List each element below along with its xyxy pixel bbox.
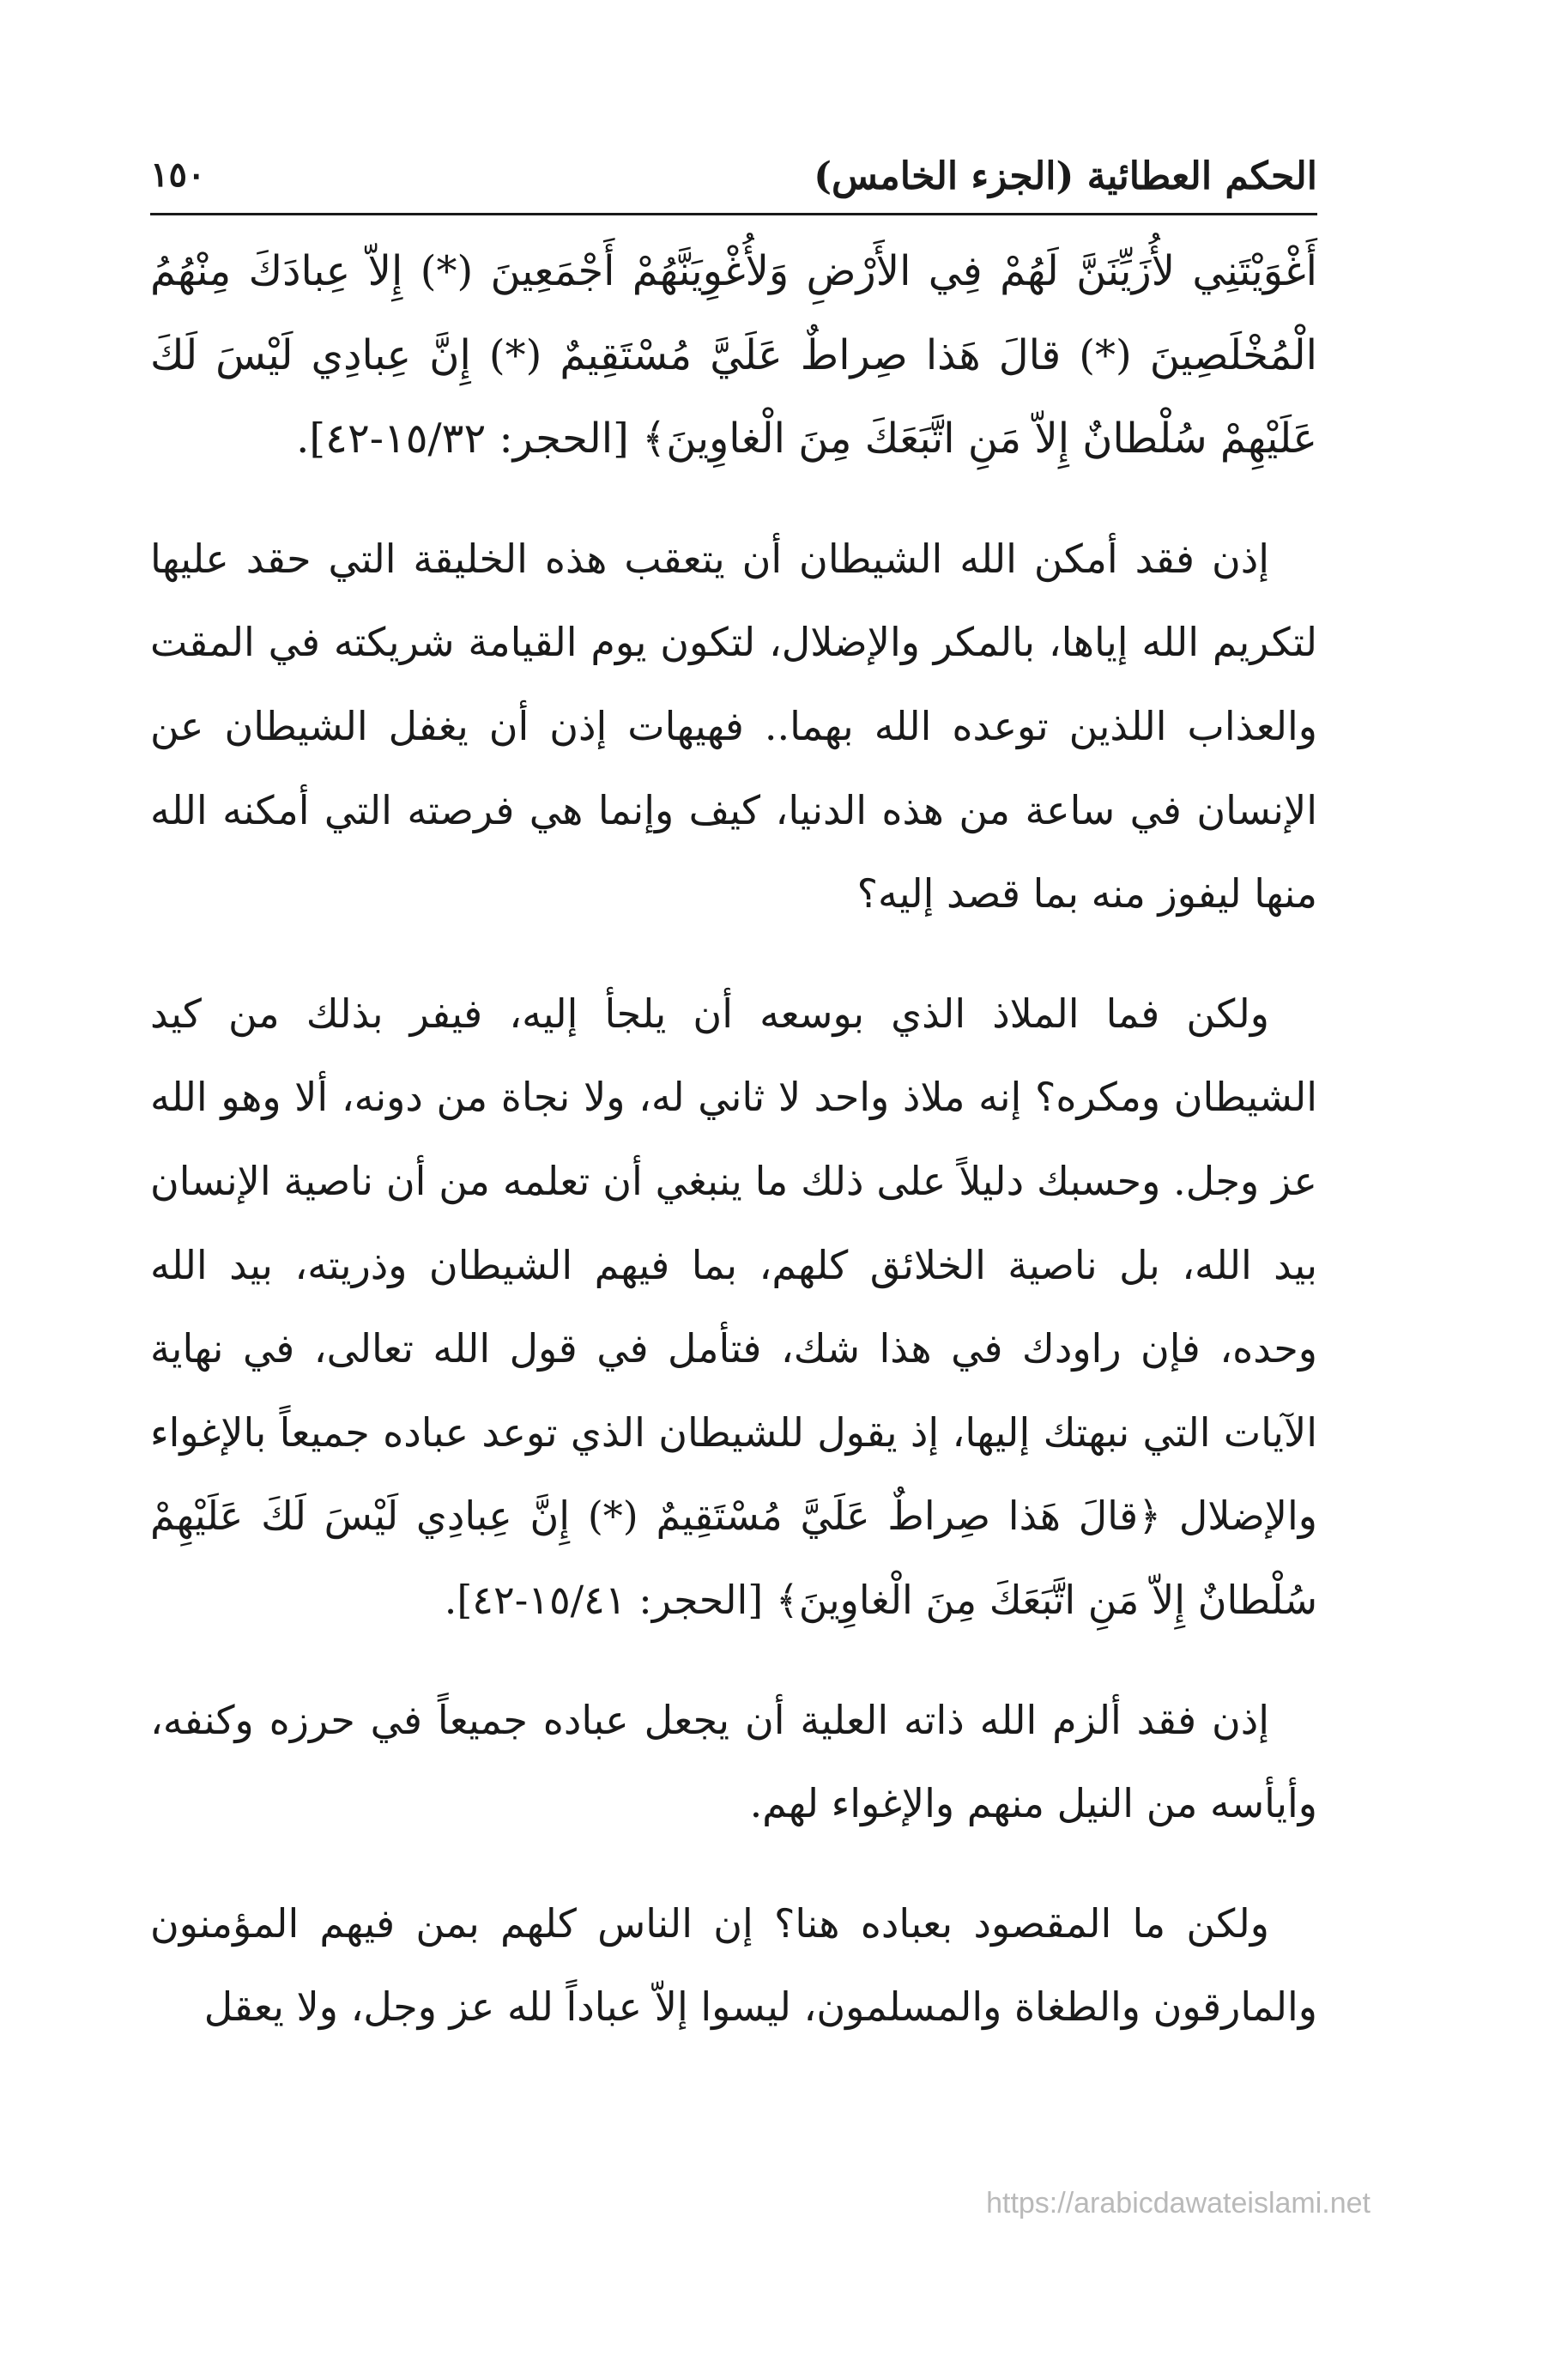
body-text bbox=[150, 230, 1317, 2050]
quran-quote-continuation: أَغْوَيْتَنِي لأُزَيِّنَنَّ لَهُمْ فِي الأَرْضِ وَلأُغْوِيَنَّهُمْ أَجْمَعِينَ (*) إِلاّ عِبادَكَ مِنْهُمُ الْمُخْلَصِينَ (*) قالَ هَذا صِراطٌ عَلَيَّ مُسْتَقِيمٌ (*) إِنَّ عِبادِي لَيْسَ لَكَ عَلَيْهِمْ سُلْطانٌ إِلاّ مَنِ اتَّبَعَكَ مِنَ الْغاوِينَ﴾ [الحجر: ١٥/٣٢-٤٢]. bbox=[150, 247, 1317, 463]
page-number: ١٥٠ bbox=[150, 154, 206, 195]
paragraph: إذن فقد ألزم الله ذاته العلية أن يجعل عباده جميعاً في حرزه وكنفه، وأيأسه من النيل منهم والإغواء لهم. bbox=[150, 1696, 1317, 1827]
header-title: الحكم العطائية (الجزء الخامس) bbox=[814, 154, 1317, 198]
watermark-url: https://arabicdawateislami.net bbox=[986, 2187, 1370, 2220]
paragraph: ولكن فما الملاذ الذي بوسعه أن يلجأ إليه، فيفر بذلك من كيد الشيطان ومكره؟ إنه ملاذ واحد لا ثاني له، ولا نجاة من دونه، ألا وهو الله عز وجل. وحسبك دليلاً على ذلك ما ينبغي أن تعلمه من أن ناصية الإنسان بيد الله، بل ناصية الخلائق كلهم، بما فيهم الشيطان وذريته، بيد الله وحده، فإن راودك في هذا شك، فتأمل في قول الله تعالى، في نهاية الآيات التي نبهتك إليها، إذ يقول للشيطان الذي توعد عباده جميعاً بالإغواء والإضلال ﴿قالَ هَذا صِراطٌ عَلَيَّ مُسْتَقِيمٌ (*) إِنَّ عِبادِي لَيْسَ لَكَ عَلَيْهِمْ سُلْطانٌ إِلاّ مَنِ اتَّبَعَكَ مِنَ الْغاوِينَ﴾ [الحجر: ١٥/٤١-٤٢]. bbox=[150, 990, 1317, 1623]
paragraph: ولكن ما المقصود بعباده هنا؟ إن الناس كلهم بمن فيهم المؤمنون والمارقون والطغاة والمسلمون، ليسوا إلاّ عباداً لله عز وجل، ولا يعقل bbox=[150, 1899, 1317, 2031]
header-rule bbox=[150, 213, 1317, 215]
running-header bbox=[150, 153, 1317, 215]
paragraph: إذن فقد أمكن الله الشيطان أن يتعقب هذه الخليقة التي حقد عليها لتكريم الله إياها، بالمكر والإضلال، لتكون يوم القيامة شريكته في المقت والعذاب اللذين توعده الله بهما.. فهيهات إذن أن يغفل الشيطان عن الإنسان في ساعة من هذه الدنيا، كيف وإنما هي فرصته التي أمكنه الله منها ليفوز منه بما قصد إليه؟ bbox=[150, 535, 1317, 917]
